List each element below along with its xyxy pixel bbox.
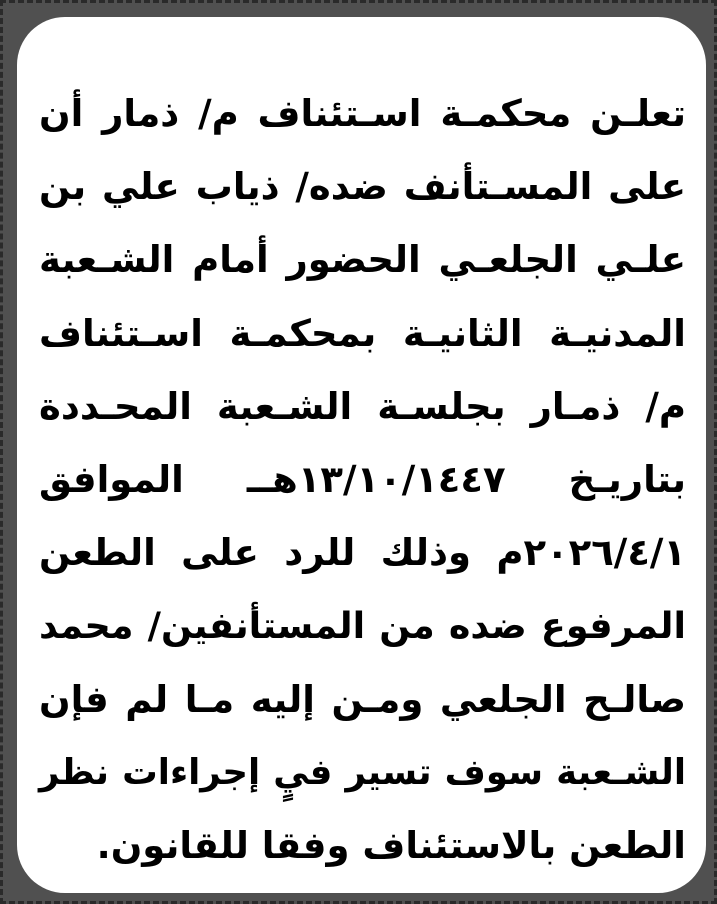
- notice-line: الشـعبة سوف تسير فيٍ إجراءات نظر: [39, 751, 686, 793]
- notice-line: ٢٠٢٦/٤/١م وذلك للرد على الطعن: [39, 531, 686, 575]
- notice-line: الطعن بالاستئناف وفقا للقانون.: [96, 823, 686, 867]
- notice-line: المدنيـة الثانيـة بمحكمـة اسـتئناف: [39, 311, 686, 355]
- notice-line: على المسـتأنف ضده/ ذياب علي بن: [39, 165, 686, 209]
- notice-panel: [17, 17, 706, 893]
- notice-line: صالـح الجلعي ومـن إليه مـا لم فإن: [39, 677, 686, 721]
- notice-line: علـي الجلعـي الحضور أمام الشـعبة: [39, 238, 686, 282]
- court-notice-text: [39, 77, 686, 882]
- notice-line: م/ ذمـار بجلسـة الشـعبة المحـددة: [39, 384, 686, 428]
- notice-line: المرفوع ضده من المستأنفين/ محمد: [39, 604, 686, 648]
- notice-line: تعلـن محكمـة اسـتئناف م/ ذمار أن: [39, 92, 686, 135]
- notice-line: بتاريـخ ١٣/١٠/١٤٤٧هــ الموافق: [39, 457, 686, 501]
